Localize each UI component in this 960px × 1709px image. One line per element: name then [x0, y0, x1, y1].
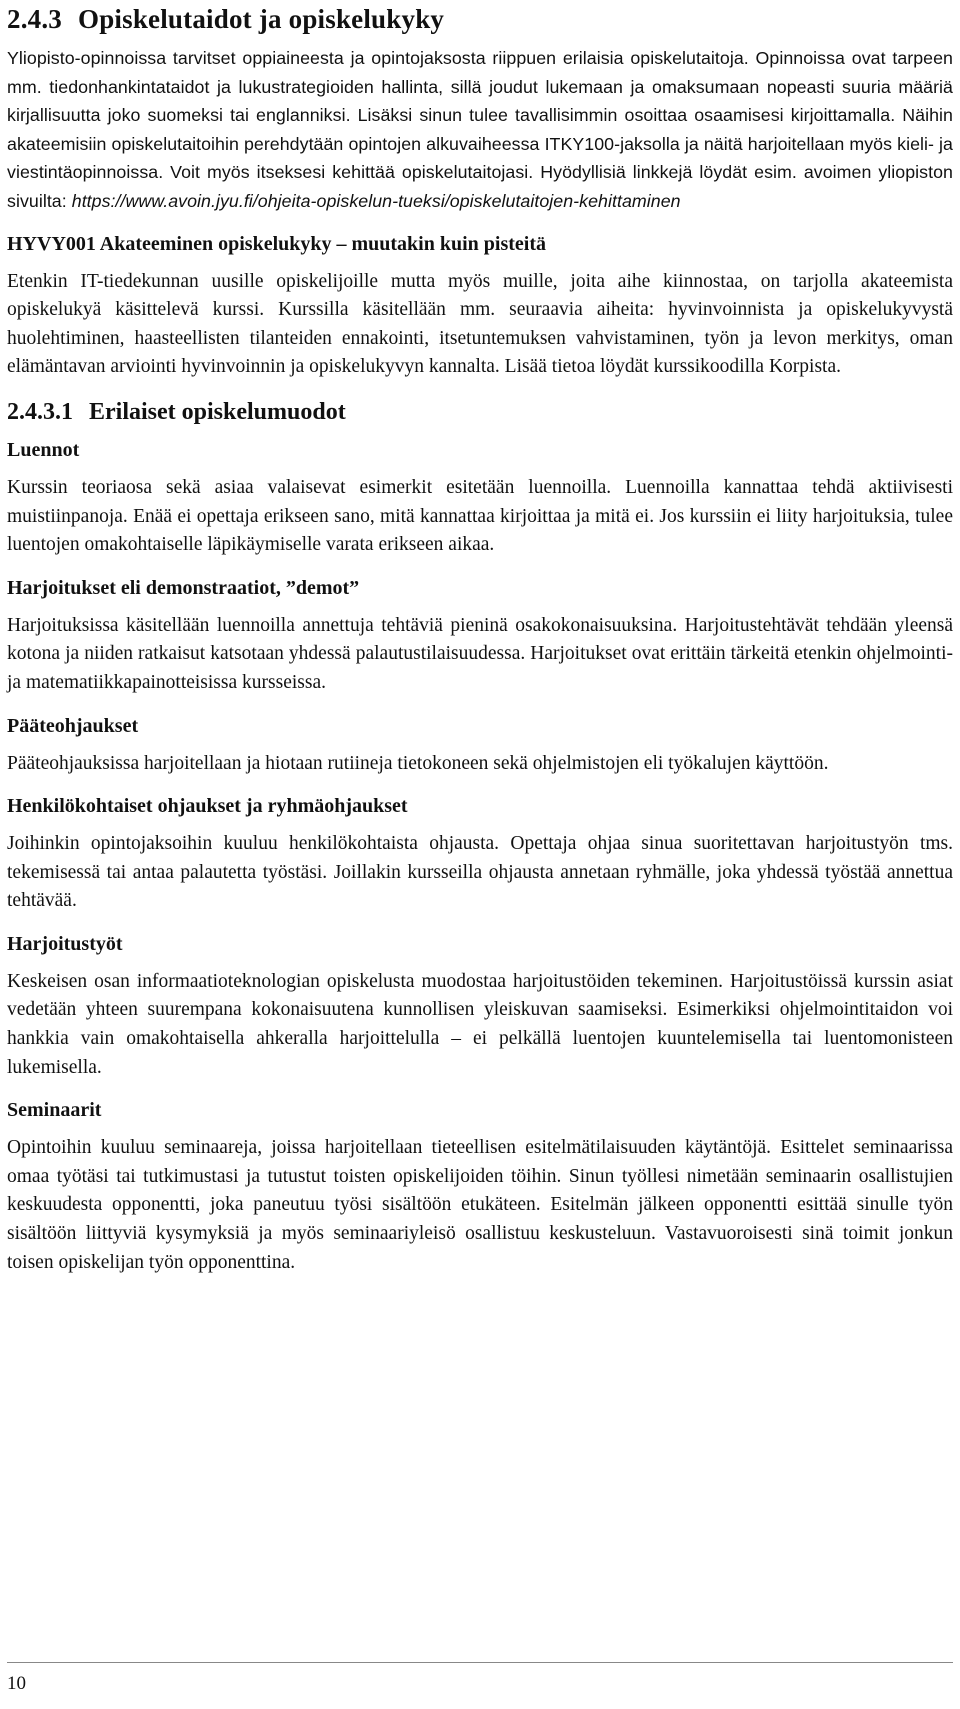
topic-heading-harjoitukset: Harjoitukset eli demonstraatiot, ”demot”: [7, 576, 360, 599]
topic-heading-paateohjaukset: Pääteohjaukset: [7, 714, 139, 737]
topic-text-harjoitustyot: Keskeisen osan informaatioteknologian opiskelusta muodostaa harjoitustöiden tekeminen. Harjoitustöissä kurssin asiat vedetään yhteen suurempana kokonaisuutena kunnollisen yleiskuvan saamiseksi. Esimerkiksi ohjelmointitaidon voi hankkia vain omakohtaisella ahkeralla harjoittelulla – ei pelkällä luentojen kuuntelemisella tai luentomonisteen lukemisella.: [7, 970, 953, 1078]
document-page: [7, 0, 953, 1277]
topic-text-ohjaukset: Joihinkin opintojaksoihin kuuluu henkilökohtaista ohjausta. Opettaja ohjaa sinua suoritettavan harjoitustyön tms. tekemisessä tai antaa palautetta työstäsi. Joillakin kursseilla ohjausta annetaan ryhmälle, joka yhdessä työstää annettua tehtävää.: [7, 833, 953, 912]
topic-heading-ohjaukset: Henkilökohtaiset ohjaukset ja ryhmäohjaukset: [7, 795, 408, 818]
footer-divider: [7, 1662, 953, 1663]
section-title: Opiskelutaidot ja opiskelukyky: [78, 4, 445, 34]
subsection-number: 2.4.3.1: [7, 398, 73, 425]
topic-text-luennot: Kurssin teoriaosa sekä asiaa valaisevat esimerkit esitetään luennoilla. Luennoilla kannattaa tehdä aktiivisesti muistiinpanoja. Enää ei opettaja erikseen sano, mitä kannattaa kirjoittaa ja mitä ei. Jos kurssiin ei liity harjoituksia, tulee luentojen omakohtaiselle läpikäymiselle varata erikseen aikaa.: [7, 476, 953, 556]
section-intro-text: Yliopisto-opinnoissa tarvitset oppiaineesta ja opintojaksosta riippuen erilaisia opiskelutaitoja. Opinnoissa ovat tarpeen mm. tiedonhankintataidot ja lukustrategioiden hallinta, sillä joudut lukemaan ja omaksumaan nopeasti suuria määriä kirjallisuutta joko suomeksi tai englanniksi. Lisäksi sinun tulee tavallisimmin osoittaa osaamisesi kirjoittamalla. Näihin akateemisiin opiskelutaitoihin perehdytään opintojen alkuvaiheessa ITKY100-jaksolla ja näitä harjoitellaan myös kieli- ja viestintäopinnoissa. Voit myös itseksesi kehittää opiskelutaitojasi. Hyödyllisiä linkkejä löydät esim. avoimen yliopiston sivuilta:: [7, 48, 953, 211]
section-intro-paragraph: [7, 44, 953, 216]
topic-heading-seminaarit: Seminaarit: [7, 1099, 102, 1122]
topic-text-harjoitukset: Harjoituksissa käsitellään luennoilla annettuja tehtäviä pieninä osakokonaisuuksina. Harjoitustehtävät tehdään yleensä kotona ja niiden ratkaisut katsotaan yhdessä palautustilaisuudessa. Harjoitukset ovat erittäin tärkeitä etenkin ohjelmointi- ja matematiikkapainotteisissa kursseissa.: [7, 614, 953, 693]
topic-text-seminaarit: Opintoihin kuuluu seminaareja, joissa harjoitellaan tieteellisen esitelmätilaisuuden käytäntöjä. Esittelet seminaarissa omaa työtäsi tai tutkimustasi ja tutustut toisten opiskelijoiden töihin. Sinun työllesi nimetään seminaarin osallistujien keskuudesta opponentti, joka paneutuu työsi sisältöön etukäteen. Esitelmän jälkeen opponentti esittää sinulle työn sisältöön liittyviä kysymyksiä ja myös seminaariyleisö osallistuu keskusteluun. Vastavuoroisesti sinä toimit jonkun toisen opiskelijan työn opponenttina.: [7, 1137, 953, 1273]
section-heading: [7, 0, 953, 36]
subsection-heading: [7, 396, 953, 428]
page-number: 10: [7, 1673, 26, 1694]
section-number: 2.4.3: [7, 4, 62, 34]
course-paragraph: Etenkin IT-tiedekunnan uusille opiskelijoille mutta myös muille, joita aihe kiinnostaa, on tarjolla akateemista opiskelukyä käsittelevä kurssi. Kurssilla käsitellään mm. seuraavia aiheita: hyvinvoinnista ja opiskelukyvystä huolehtiminen, haasteellisten tilanteiden ennakointi, itsetuntemuksen vahvistaminen, työn ja levon merkitys, oman elämäntavan arviointi hyvinvoinnin ja opiskelukyvyn kannalta. Lisää tietoa löydät kurssikoodilla Korpista.: [7, 270, 953, 378]
course-heading: HYVY001 Akateeminen opiskelukyky – muutakin kuin pisteitä: [7, 232, 547, 255]
topic-heading-luennot: Luennot: [7, 438, 80, 461]
topic-text-paateohjaukset: Pääteohjauksissa harjoitellaan ja hiotaan rutiineja tietokoneen sekä ohjelmistojen eli työkalujen käyttöön.: [7, 752, 829, 774]
subsection-title: Erilaiset opiskelumuodot: [89, 398, 346, 425]
section-link[interactable]: https://www.avoin.jyu.fi/ohjeita-opiskelun-tueksi/opiskelutaitojen-kehittaminen: [71, 190, 681, 211]
topic-heading-harjoitustyot: Harjoitustyöt: [7, 932, 123, 955]
